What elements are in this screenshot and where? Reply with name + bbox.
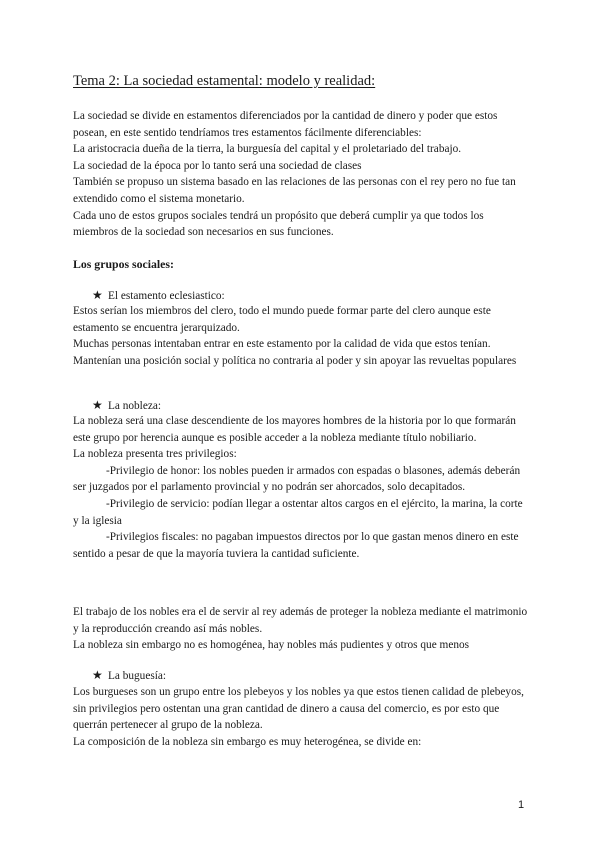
- clero-paragraph: Muchas personas intentaban entrar en este estamento por la calidad de vida que estos tenían.: [73, 338, 491, 351]
- intro-paragraph: La sociedad se divide en estamentos diferenciados por la cantidad de dinero y poder que estos posean, en este sentido tendríamos tres estamentos fácilmente diferenciables:: [73, 110, 498, 139]
- intro-paragraph: La sociedad de la época por lo tanto será una sociedad de clases: [73, 159, 362, 172]
- burguesia-paragraph: Los burgueses son un grupo entre los plebeyos y los nobles ya que estos tienen calidad de plebeyos, sin privilegios pero ostentan una gran cantidad de dinero a causa del comercio, es por esto que querrán pertenecer al grupo de la nobleza.: [73, 686, 524, 732]
- privilege-item: -Privilegios fiscales: no pagaban impuestos directos por lo que gastan menos dinero en este sentido a pesar de que la mayoría tuviera la cantidad suficiente.: [73, 531, 519, 560]
- page-number: 1: [518, 799, 525, 811]
- clero-paragraph: Estos serían los miembros del clero, todo el mundo puede formar parte del clero aunque este estamento se encuentra jerarquizado.: [73, 305, 491, 334]
- bullet-label: La buguesía:: [108, 670, 167, 682]
- bullet-clero: [92, 287, 225, 305]
- nobleza-extra-paragraph: La nobleza sin embargo no es homogénea, hay nobles más pudientes y otros que menos: [73, 639, 470, 652]
- page-title: Tema 2: La sociedad estamental: modelo y realidad:: [73, 73, 376, 89]
- bullet-burguesia: [92, 667, 166, 685]
- intro-paragraph: Cada uno de estos grupos sociales tendrá un propósito que deberá cumplir ya que todos los miembros de la sociedad son necesarios en sus funciones.: [73, 209, 484, 239]
- star-bullet-icon: ★: [92, 288, 103, 302]
- intro-section: [73, 108, 528, 241]
- star-bullet-icon: ★: [92, 668, 103, 682]
- intro-paragraph: También se propuso un sistema basado en las relaciones de las personas con el rey pero no fue tan extendido como el sistema monetario.: [73, 176, 516, 205]
- bullet-nobleza: [92, 397, 161, 415]
- bullet-label: La nobleza:: [108, 400, 162, 412]
- section-heading: Los grupos sociales:: [73, 257, 174, 271]
- clero-paragraph: Mantenían una posición social y política no contraria al poder y sin apoyar las revueltas populares: [73, 354, 517, 367]
- burguesia-paragraph: La composición de la nobleza sin embargo es muy heterogénea, se divide en:: [73, 735, 422, 748]
- intro-paragraph: La aristocracia dueña de la tierra, la burguesía del capital y el proletariado del trabajo.: [73, 143, 462, 156]
- star-bullet-icon: ★: [92, 398, 103, 412]
- nobleza-paragraph: La nobleza será una clase descendiente de los mayores hombres de la historia por lo que formarán este grupo por herencia aunque es posible acceder a la nobleza mediante título nobiliario.: [73, 415, 516, 444]
- nobleza-paragraph: La nobleza presenta tres privilegios:: [73, 448, 237, 461]
- nobleza-section: [73, 413, 528, 562]
- privilege-item: -Privilegio de servicio: podían llegar a ostentar altos cargos en el ejército, la marina, la corte y la iglesia: [73, 497, 523, 527]
- burguesia-section: [73, 684, 528, 750]
- privilege-item: -Privilegio de honor: los nobles pueden ir armados con espadas o blasones, además deberán ser juzgados por el parlamento provincial y no podrán ser ahorcados, solo decapitados.: [73, 464, 521, 494]
- nobleza-extra-paragraph: El trabajo de los nobles era el de servir al rey además de proteger la nobleza mediante el matrimonio y la reproducción creando así más nobles.: [73, 606, 528, 635]
- bullet-label: El estamento eclesiastico:: [108, 290, 225, 302]
- nobleza-extra-section: [73, 604, 528, 654]
- clero-section: [73, 303, 528, 369]
